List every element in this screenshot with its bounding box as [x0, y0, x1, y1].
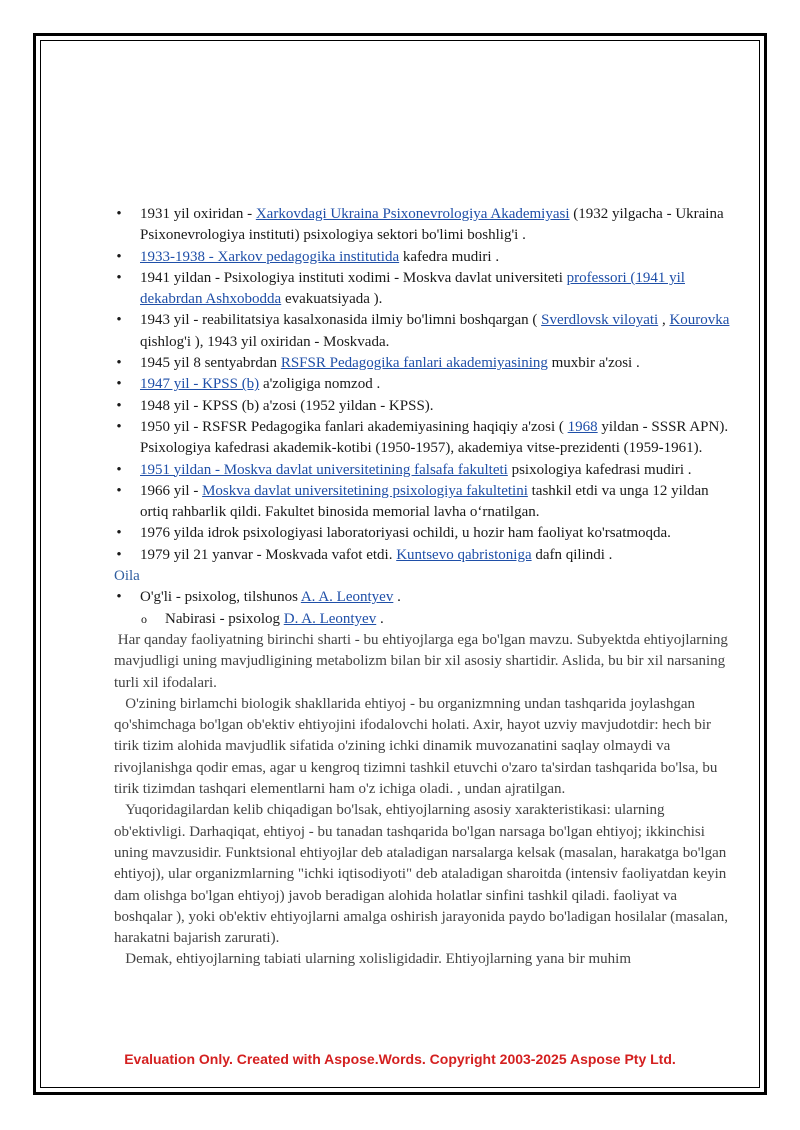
text-segment: evakuatsiyada ). [281, 291, 383, 308]
text-segment: muxbir a'zosi . [547, 355, 640, 372]
biography-list-item [114, 523, 734, 544]
biography-list-item [114, 396, 734, 417]
biography-list-item [114, 374, 734, 395]
body-paragraph: Demak, ehtiyojlarning tabiati ularning xolisligidadir. Ehtiyojlarning yana bir muhim [114, 951, 631, 968]
biography-list-item-text [140, 462, 692, 478]
biography-list-item [114, 481, 734, 524]
biography-list-item [114, 204, 734, 247]
biography-list-item-text [140, 398, 434, 414]
biography-list-item-text [140, 419, 728, 456]
family-list [114, 587, 734, 608]
bullet-icon: • [116, 461, 122, 478]
text-segment: 1931 yil oxiridan - [140, 206, 256, 222]
text-segment: 1979 yil 21 yanvar - Moskvada vafot etdi. [140, 546, 397, 563]
biography-list-item [114, 310, 734, 353]
family-sub-item-text [165, 611, 384, 627]
text-segment: 1941 yildan - Psixologiya instituti xodimi - Moskva davlat universiteti [140, 269, 567, 286]
reference-link[interactable]: D. A. Leontyev [283, 610, 377, 627]
text-segment: tashkil etdi va unga 12 yildan ortiq rahbarlik qildi. Fakultet binosida memorial lavha o‘rnatilgan. [140, 482, 709, 521]
reference-link[interactable]: 1947 yil - KPSS (b) [140, 376, 260, 393]
biography-list-item-text [140, 355, 640, 371]
text-segment: 1966 yil - [140, 482, 203, 499]
bullet-icon: • [116, 206, 122, 222]
bullet-icon: • [116, 546, 122, 563]
reference-link[interactable]: 1933-1938 - Xarkov pedagogika institutida [140, 248, 400, 265]
reference-link[interactable]: professori (1941 yil dekabrdan Ashxobodda [140, 269, 685, 308]
bullet-icon: • [116, 418, 122, 435]
text-segment: 1948 yil - KPSS (b) a'zosi (1952 yildan - KPSS). [140, 397, 434, 414]
reference-link[interactable]: Moskva davlat universitetining psixologiya fakultetini [202, 482, 528, 499]
bullet-icon: • [116, 376, 122, 393]
evaluation-watermark: Evaluation Only. Created with Aspose.Words. Copyright 2003-2025 Aspose Pty Ltd. [124, 1051, 676, 1067]
biography-list-item-text [140, 547, 612, 563]
reference-link[interactable]: Xarkovdagi Ukraina Psixonevrologiya Akademiyasi [255, 206, 570, 222]
text-segment: . [376, 610, 384, 627]
reference-link[interactable]: Sverdlovsk viloyati [541, 312, 659, 329]
bullet-icon: • [116, 269, 122, 286]
bullet-icon: • [116, 397, 122, 414]
biography-list-item [114, 353, 734, 374]
text-segment: 1950 yil - RSFSR Pedagogika fanlari akademiyasining haqiqiy a'zosi ( [140, 418, 568, 435]
text-segment: dafn qilindi . [531, 546, 613, 563]
family-sub-item [114, 609, 734, 630]
circle-bullet-icon: o [141, 611, 147, 626]
body-paragraph: Har qanday faoliyatning birinchi sharti - bu ehtiyojlarga ega bo'lgan mavzu. Subyektda ehtiyojlarning mavjudligi uning mavjudligining metabolizm bilan bir xil asosiy shartidir. Aslida, bu bir xil narsaning turli xil ifodalari. [114, 631, 732, 691]
body-paragraph: O'zining birlamchi biologik shakllarida ehtiyoj - bu organizmning undan tashqarida joylashgan qo'shimchaga bo'lgan ob'ektiv ehtiyojini ifodalovchi holati. Axir, hayot uzviy mavjudotdir: hech bir tirik tizim alohida mavjudlik sifatida o'zining ichki dinamik muvozanatini saqlay olmaydi va rivojlanishga qodir emas, agar u kengroq tizimni tashkil etuvchi o'zaro ta'sirdan tashqarida bo'lsa, bu tirik tizimdan tashqari elementlarni ham o'z ichiga oladi. , undan ajratilgan. [114, 695, 722, 798]
bullet-icon: • [116, 589, 122, 606]
bullet-icon: • [116, 525, 122, 542]
text-segment: , [658, 312, 670, 329]
biography-list-item-text [140, 376, 380, 392]
biography-list-item-text [140, 206, 724, 243]
biography-list-item [114, 268, 734, 311]
reference-link[interactable]: 1951 yildan - Moskva davlat universitetining falsafa fakulteti [140, 461, 508, 478]
biography-list-item [114, 417, 734, 460]
bullet-icon: • [116, 312, 122, 329]
text-segment: 1943 yil - reabilitatsiya kasalxonasida ilmiy bo'limni boshqargan ( [140, 312, 542, 329]
biography-list-item-text [140, 483, 709, 520]
body-paragraph: Yuqoridagilardan kelib chiqadigan bo'lsak, ehtiyojlarning asosiy xarakteristikasi: ularning ob'ektivligi. Darhaqiqat, ehtiyoj - bu tanadan tashqarida bo'lgan narsaga bo'lgan ehtiyoj; ikkinchisi uning mavzusidir. Funktsional ehtiyojlar deb ataladigan narsalarga kelsak (masalan, harakatga bo'lgan ehtiyoj), ular organizmlarning "ichki iqtisodiyoti" deb ataladigan sharoitda (intensiv faoliyatdan keyin dam olishga bo'lgan ehtiyoj) javob beradigan alohida holatlar sinfini tashkil qiladi. faoliyat va boshqalar ), yoki ob'ektiv ehtiyojlarni amalga oshirish jarayonida paydo bo'ladigan hosilalar (masalan, harakatni bajarish zarurati). [114, 802, 732, 947]
family-list-item [114, 587, 734, 608]
reference-link[interactable]: Kourovka [669, 312, 730, 329]
text-segment: (1932 yilgacha - Ukraina Psixonevrologiya instituti) psixologiya sektori bo'limi boshlig'i . [140, 206, 724, 244]
text-segment: 1945 yil 8 sentyabrdan [140, 355, 281, 372]
text-segment: yildan - SSSR APN). Psixologiya kafedrasi akademik-kotibi (1950-1957), akademiya vitse-prezidenti (1959-1961). [140, 418, 729, 457]
text-segment: psixologiya kafedrasi mudiri . [507, 461, 692, 478]
biography-list-item [114, 247, 734, 268]
family-list-item-text [140, 589, 401, 605]
biography-list-item [114, 545, 734, 566]
text-segment: qishlog'i ), 1943 yil oxiridan - Moskvada. [140, 333, 390, 350]
document-body [114, 204, 734, 971]
text-segment: O'g'li - psixolog, tilshunos [140, 589, 301, 606]
family-heading: Oila [114, 568, 140, 585]
biography-list-item-text [140, 270, 685, 307]
text-segment: Nabirasi - psixolog [165, 610, 284, 627]
reference-link[interactable]: 1968 [567, 418, 598, 435]
biography-list-item [114, 460, 734, 481]
bullet-icon: • [116, 248, 122, 265]
reference-link[interactable]: Kuntsevo qabristoniga [396, 546, 532, 563]
reference-link[interactable]: A. A. Leontyev [300, 589, 394, 606]
biography-list-item-text [140, 525, 671, 541]
biography-list [114, 204, 734, 566]
text-segment: . [393, 589, 401, 606]
text-segment: kafedra mudiri . [399, 248, 500, 265]
biography-list-item-text [140, 249, 499, 265]
text-segment: 1976 yilda idrok psixologiyasi laboratoriyasi ochildi, u hozir ham faoliyat ko'rsatmoqda. [140, 525, 671, 542]
bullet-icon: • [116, 355, 122, 372]
biography-list-item-text [140, 312, 729, 349]
bullet-icon: • [116, 482, 122, 499]
reference-link[interactable]: RSFSR Pedagogika fanlari akademiyasining [280, 355, 548, 372]
text-segment: a'zoligiga nomzod . [259, 376, 381, 393]
